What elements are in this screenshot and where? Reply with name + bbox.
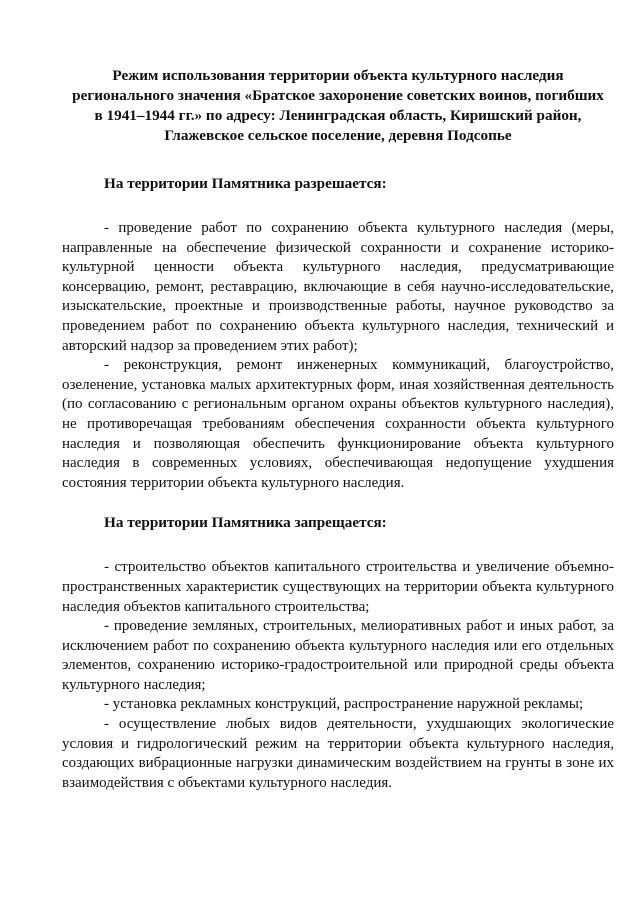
permitted-item: - проведение работ по сохранению объекта культурного наследия (меры, направленные на обеспечение физической сохранности и сохранение историко-культурной ценности объекта культурного наследия, предусматривающие консервацию, ремонт, реставрацию, включающие в себя научно-исследовательские, изыскательские, проектные и производственные работы, научное руководство за проведением работ по сохранению объекта культурного наследия, технический и авторский надзор за проведением этих работ); — [62, 220, 614, 354]
permitted-item: - реконструкция, ремонт инженерных коммуникаций, благоустройство, озеленение, установка малых архитектурных форм, иная хозяйственная деятельность (по согласованию с региональным органом охраны объектов культурного наследия), не противоречащая требованиям обеспечения сохранности объекта культурного наследия и позволяющая обеспечить функционирование объекта культурного наследия в современных условиях, обеспечивающая недопущение ухудшения состояния территории объекта культурного наследия. — [62, 357, 614, 491]
document-page — [62, 66, 614, 793]
document-title: Режим использования территории объекта культурного наследия регионального значения «Братское захоронение советских воинов, погибших в 1941–1944 гг.» по адресу: Ленинградская область, Киришский район, Глажевское сельское поселение, деревня Подсопье — [72, 67, 604, 144]
section-spacer — [62, 493, 614, 513]
prohibited-heading: На территории Памятника запрещается: — [104, 514, 387, 532]
prohibited-item: - проведение земляных, строительных, мелиоративных работ и иных работ, за исключением работ по сохранению объекта культурного наследия или его отдельных элементов, сохранению историко-градостроительной или природной среды объекта культурного наследия; — [62, 618, 614, 693]
permitted-heading: На территории Памятника разрешается: — [104, 175, 387, 192]
prohibited-item: - строительство объектов капитального строительства и увеличение объемно-пространственных характеристик существующих на территории объекта культурного наследия объектов капитального строительства; — [62, 559, 614, 615]
prohibited-item: - установка рекламных конструкций, распространение наружной рекламы; — [104, 696, 584, 713]
prohibited-item: - осуществление любых видов деятельности, ухудшающих экологические условия и гидрологический режим на территории объекта культурного наследия, создающих вибрационные нагрузки динамическим воздействием на грунты в зоне их взаимодействия с объектами культурного наследия. — [62, 716, 614, 791]
